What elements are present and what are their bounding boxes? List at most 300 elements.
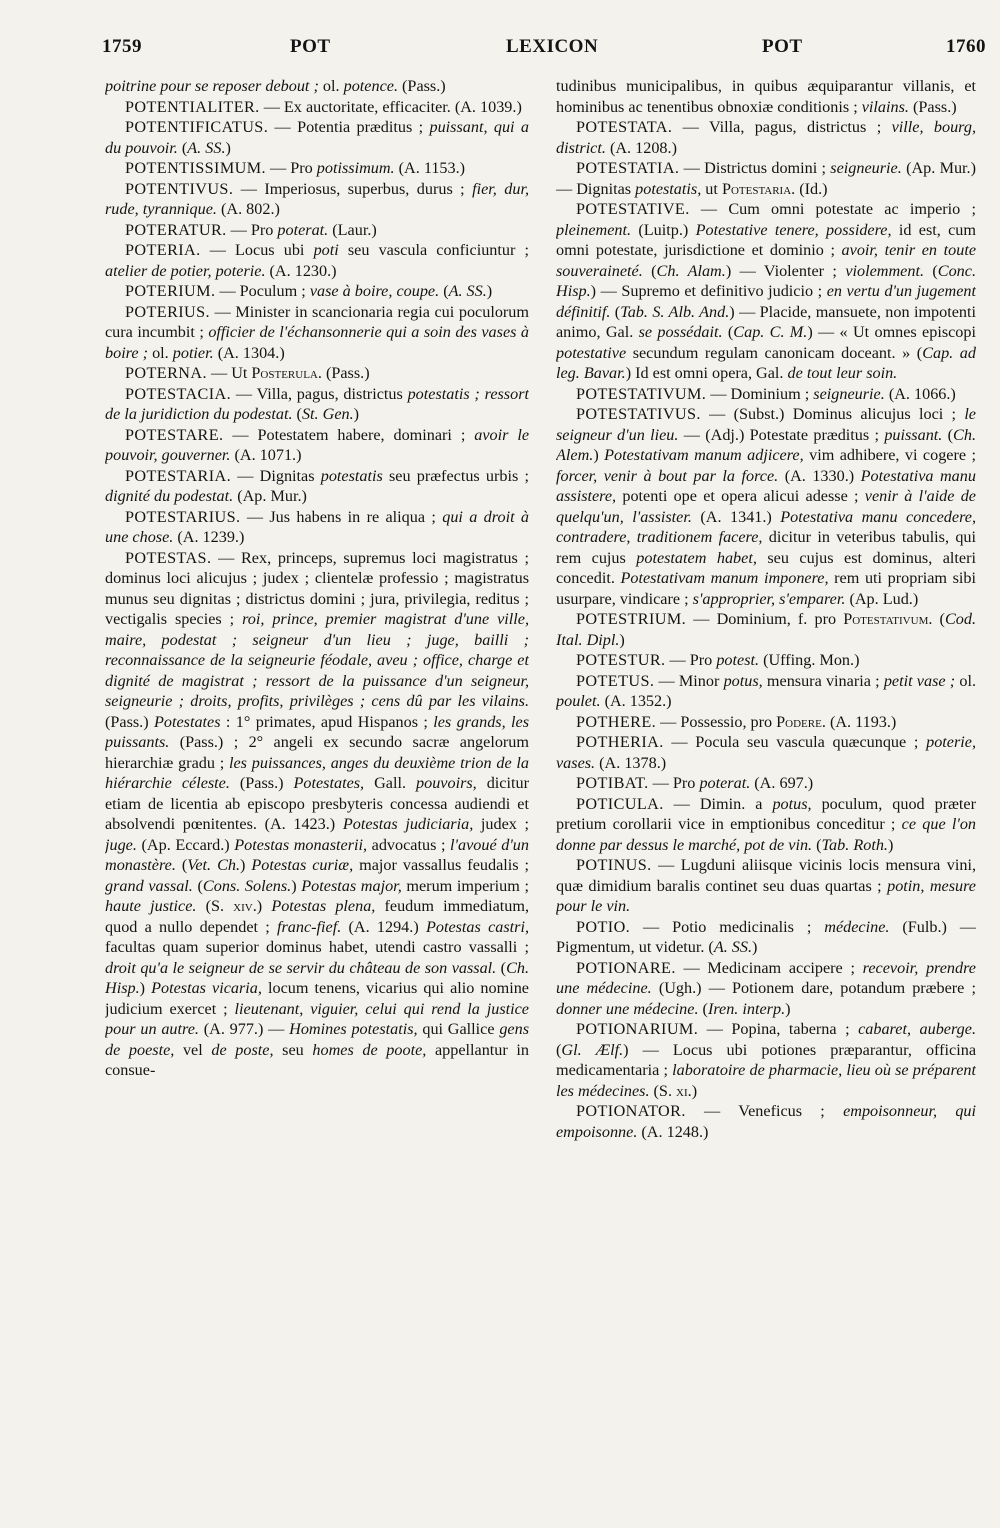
entry-text: ) — Violenter ; [725,261,846,280]
dictionary-entry [105,363,529,384]
entry-headword: POTENTIALITER. [125,97,260,116]
entry-translation: potier. [172,343,214,362]
entry-text: seu vascula conficiuntur ; [338,241,529,259]
entry-headword: POTIBAT. [576,774,649,792]
entry-translation: Iren. interp. [707,999,786,1018]
entry-text: mensura vinaria ; [762,671,884,690]
entry-text: — Villa, pagus, districtus ; [672,118,892,136]
entry-text: (A. 1330.) [778,466,861,485]
entry-translation: gens de poeste, [105,1020,529,1059]
entry-text: (Fulb.) — Pigmentum, ut videtur. ( [556,917,976,956]
entry-translation: le seigneur d'un lieu. [556,405,976,444]
entry-translation: Tab. Roth. [821,835,888,854]
entry-text: ( [610,302,621,321]
entry-text: ( [642,261,657,280]
running-head-center: LEXICON [506,36,599,57]
entry-translation: Cap. ad leg. Bavar. [556,343,976,382]
dictionary-entry [105,302,529,364]
entry-translation: violemment. [845,261,924,280]
entry-text: (A. 1352.) [600,692,672,710]
entry-headword: POTHERE. [576,712,657,731]
entry-translation: recevoir, prendre une médecine. [556,958,976,997]
entry-translation: avoir, tenir en toute souveraineté. [556,241,976,280]
entry-translation: potissimum. [316,159,395,177]
entry-headword: POTICULA. [576,794,664,813]
entry-translation: en vertu d'un jugement définitif. [556,282,976,321]
entry-text: — Pro [648,774,700,792]
entry-text: (A. 1153.) [394,159,466,177]
dictionary-entry [556,855,976,917]
entry-text: ( [722,323,734,341]
entry-translation: St. Gen. [301,405,354,423]
entry-text: (A. 1341.) [691,507,781,526]
entry-translation: Ch. Alam. [656,261,726,280]
entry-text: (S. [196,897,234,915]
entry-text: — Pro [265,159,317,177]
running-head-right: POT [762,36,803,57]
entry-headword: POTESTARE. [125,425,224,444]
entry-translation: potestatis [320,466,383,485]
entry-translation: A. SS. [713,938,753,956]
dictionary-entry [105,179,529,220]
entry-text: — Potio medicinalis ; [630,917,825,936]
dictionary-entry [105,425,529,466]
entry-headword: POTENTISSIMUM. [125,159,266,177]
entry-text: ( [292,405,302,423]
entry-text: — Pro [226,220,278,239]
dictionary-entry [105,384,529,425]
entry-translation: Potestativam manum adjicere, [604,446,804,464]
entry-translation: potestative [556,343,627,362]
entry-text: ( [175,856,188,874]
entry-text: (Pass.) ; 2° angeli ex secundo sacræ angelorum hierarchiæ gradu ; [105,733,529,772]
entry-headword: POTINUS. [576,856,652,874]
entry-translation: l'avoué d'un monastère. [105,835,529,874]
entry-text: major vassallus feudalis ; [353,856,529,874]
entry-text: potenti ope et opera alicui adesse ; [616,487,865,505]
entry-text: — Possessio, pro [656,712,777,731]
entry-text: (Id.) [795,179,828,198]
entry-cross-reference: xi [676,1081,688,1100]
entry-text: — Medicinam accipere ; [675,958,863,977]
dictionary-entry [105,466,529,507]
entry-translation: poulet. [556,692,601,710]
entry-text: (A. 1248.) [637,1122,709,1141]
entry-text: — Pro [665,651,717,669]
entry-text: seu [273,1040,313,1059]
dictionary-entry [105,548,529,1081]
entry-text: (A. 977.) — [198,1020,290,1038]
entry-translation: Potestas monasterii, [234,835,368,854]
entry-translation: seigneurie. [813,384,885,403]
entry-text: — Ex auctoritate, efficaciter. (A. 1039.) [259,97,522,116]
page-header [0,36,1000,70]
entry-translation: dignité du podestat. [105,487,234,505]
entry-translation: ce que l'on donne par dessus le marché, pot de vin. [556,815,976,854]
entry-text: secundum regulam canonicam doceant. » ( [626,343,923,362]
entry-headword: POTESTARIUS. [125,507,241,526]
entry-translation: vilains. [861,97,909,116]
entry-headword: POTERATUR. [125,220,227,239]
entry-text: (Pass.) [321,364,370,382]
entry-translation: Potestates [154,712,221,731]
entry-headword: POTIONATOR. [576,1102,686,1120]
entry-text: ) [225,138,231,157]
entry-text: ) [887,835,894,854]
entry-text: (Laur.) [328,220,377,239]
entry-text: poculum, quod præter pretium corollarii vice in emptionibus conceditur ; [556,794,976,833]
entry-text: — Pocula seu vascula quæcunque ; [663,733,927,751]
entry-text: — Dominium ; [706,384,814,403]
entry-text: dicitur in veteribus tabulis, qui rem cujus [556,528,976,567]
entry-text: ( [556,1040,562,1059]
dictionary-entry [105,97,529,118]
dictionary-entry [556,732,976,773]
entry-text: ) — « Ut omnes episcopi [807,323,976,341]
entry-text: .) [687,1081,698,1100]
entry-text: — Imperiosus, superbus, durus ; [233,179,473,198]
entry-translation: potus, [772,794,812,813]
dictionary-entry [556,671,976,712]
entry-text: ol. [148,343,173,362]
entry-headword: POTIONARE. [576,958,676,977]
entry-headword: POTESTATA. [576,118,673,136]
entry-translation: forcer, venir à bout par la force. [556,466,779,485]
dictionary-entry [105,507,529,548]
entry-text: — Locus ubi [200,241,314,259]
entry-translation: ville, bourg, district. [556,118,976,157]
entry-text: (Ap. Mur.) [233,487,307,505]
entry-text: .) [252,897,272,915]
entry-translation: Potestas judiciaria, [342,815,474,833]
entry-translation: juge. [105,835,137,854]
entry-headword: POTESTATIA. [576,159,680,177]
entry-translation: seigneurie. [830,159,902,177]
entry-headword: POTESTAS. [125,548,212,567]
dictionary-entry [556,199,976,384]
entry-headword: POTERIUM. [125,282,216,300]
entry-translation: potus, [723,671,763,690]
entry-text: ( [698,999,708,1018]
entry-translation: Potestas major, [301,876,402,895]
entry-text: ( [924,261,938,280]
entry-text: (A. 697.) [750,774,814,792]
entry-headword: POTESTACIA. [125,384,232,403]
entry-headword: POTESTATIVUS. [576,405,701,423]
entry-translation: médecine. [824,917,890,936]
entry-text: ) [619,630,625,649]
entry-translation: Cons. Solens. [202,876,292,895]
entry-translation: pleinement. [556,220,632,239]
entry-text: (Uffing. Mon.) [759,651,860,669]
entry-translation: donner une médecine. [556,999,699,1018]
entry-translation: Ch. Alem. [556,425,976,464]
entry-translation: A. SS. [187,138,226,157]
entry-text: — Minor [654,671,724,690]
dictionary-entry [556,1019,976,1101]
entry-translation: franc-fief. [276,917,342,936]
entry-translation: haute justice. [105,897,197,915]
entry-translation: Potestas castri, [425,917,529,936]
entry-text: — Popina, taberna ; [698,1020,859,1038]
entry-text: (A. 1071.) [230,446,302,464]
entry-headword: POTENTIVUS. [125,179,234,198]
dictionary-entry [556,384,976,405]
entry-text: — Jus habens in re aliqua ; [240,507,443,526]
entry-translation: Potestas plena, [271,897,376,915]
entry-text: id est, cum omni potestate, jurisdictione et dominio ; [556,220,976,259]
entry-headword: POTETUS. [576,671,655,690]
entry-text: ( [932,610,945,628]
entry-text: ( [942,425,954,444]
entry-translation: de tout leur soin. [787,364,898,382]
entry-translation: A. SS. [448,282,487,300]
entry-translation: Conc. Hisp. [556,261,976,300]
entry-headword: POTERIA. [125,241,201,259]
entry-text: vim adhibere, vi cogere ; [803,446,976,464]
entry-text: — Dominium, f. pro [686,610,844,628]
entry-translation: se possédait. [638,323,723,341]
entry-text: (A. 1208.) [605,138,677,157]
entry-translation: poti [313,241,339,259]
entry-text: (Ap. Lud.) [845,589,919,608]
entry-cross-reference: Posterula. [251,364,322,382]
entry-translation: Potestativam manum imponere, [620,569,829,587]
entry-text: (Luitp.) [631,220,696,239]
entry-text: ( [496,958,507,977]
entry-text: (A. 1193.) [825,712,897,731]
entry-translation: poterat. [699,774,751,792]
entry-text: ( [439,282,449,300]
entry-translation: fier, dur, rude, tyrannique. [105,179,529,218]
entry-text: — (Subst.) Dominus alicujus loci ; [700,405,965,423]
entry-text: — Potentia præditus ; [268,118,430,136]
entry-headword: POTERNA. [125,364,207,382]
dictionary-entry [556,958,976,1020]
entry-text: (Ap. Mur.) — Dignitas [556,159,976,198]
entry-text: (Pass.) [105,712,154,731]
entry-translation: atelier de potier, poterie. [105,261,266,280]
entry-text: (Ugh.) — Potionem dare, potandum præbere ; [651,979,976,997]
entry-translation: les puissances, anges du deuxième trion de la hiérarchie céleste. [105,753,529,792]
entry-text: ol. [955,671,976,690]
entry-text: judex ; [473,815,529,833]
entry-text: appellantur in consue- [105,1040,529,1079]
entry-translation: Ch. Hisp. [105,958,529,997]
entry-headword: POTHERIA. [576,733,664,751]
dictionary-entry [556,158,976,199]
entry-translation: Vet. Ch. [187,856,241,874]
entry-translation: droit qu'a le seigneur de se servir du château de son vassal. [105,958,497,977]
entry-text: — Potestatem habere, dominari ; [223,425,475,444]
entry-cross-reference: xiv [233,897,253,915]
entry-translation: petit vase ; [883,671,956,690]
entry-text: vel [174,1040,212,1059]
entry-text: (S. [649,1081,677,1100]
entry-translation: potence. [343,77,398,95]
entry-text: dicitur etiam de licentia ab episcopo presbyteris concessa audiendi et absolvendi pœnitentes. (A. 1423.) [105,774,529,833]
entry-translation: potin, mesure pour le vin. [556,876,976,915]
entry-translation: poterie, vases. [556,733,976,772]
entry-headword: POTESTRIUM. [576,610,687,628]
entry-translation: Potestates, [293,774,365,792]
entry-text: merum imperium ; [401,876,529,895]
dictionary-entry [556,917,976,958]
entry-text: ) [139,979,152,997]
entry-translation: Potestas curiæ, [251,856,354,874]
dictionary-entry [105,76,529,97]
entry-text: (A. 1304.) [213,343,285,362]
entry-translation: Gl. Ælf. [561,1040,624,1059]
entry-text: ) [593,446,605,464]
entry-translation: Cap. C. M. [733,323,808,341]
entry-translation: de poste, [211,1040,274,1059]
entry-text: ) [240,856,252,874]
entry-headword: POTENTIFICATUS. [125,118,269,136]
entry-text: ) [291,876,302,895]
entry-cross-reference: Podere. [776,712,826,731]
entry-translation: qui a droit à une chose. [105,507,529,546]
dictionary-entry [105,158,529,179]
dictionary-entry [556,773,976,794]
entry-text: (A. 1239.) [173,528,245,546]
entry-text: — Lugduni aliisque vicinis locis mensura vini, quæ dimidium baralis continet seu duas quartas ; [556,856,976,895]
entry-translation: roi, prince, premier magistrat d'une ville, maire, podestat ; seigneur d'un lieu ; juge, bailli ; reconnaissance de la seigneurie féodale, aveu ; office, charge et dignité de magistrat ; ressort de la puissance d'un seigneur, seigneurie ; droits, profits, privilèges ; cens dû par les vilains. [105,610,529,710]
entry-text: ) [353,405,360,423]
entry-text: (A. 1230.) [265,261,337,280]
dictionary-entry [105,281,529,302]
entry-translation: puissant. [884,425,943,444]
entry-text: feudum immediatum, quod a nullo dependet ; [105,897,529,936]
dictionary-entry [556,712,976,733]
entry-text: ( [812,835,822,854]
entry-text: rem uti propriam sibi usurpare, vindicare ; [556,569,976,608]
entry-translation: empoisonneur, qui empoisonne. [556,1102,976,1141]
entry-text: — Dignitas [231,466,321,485]
entry-translation: poterat. [277,220,329,239]
entry-translation: Tab. S. Alb. And. [620,302,730,321]
entry-headword: POTIONARIUM. [576,1020,699,1038]
entry-text: — Rex, princeps, supremus loci magistratus ; dominus loci alicujus ; judex ; clientelæ professio ; magistratus munus seu dignitas ; districtus domini ; jura, privilegia, reditus ; vectigalis species ; [105,548,529,628]
entry-text: ) [785,999,791,1018]
entry-text: — (Adj.) Potestate præditus ; [678,425,885,444]
entry-headword: POTESTARIA. [125,466,232,485]
entry-text: (A. 1066.) [884,384,956,403]
entry-translation: Potestative tenere, possidere, [695,220,892,239]
entry-text: — Poculum ; [215,282,310,300]
entry-text: — Villa, pagus, districtus [231,384,408,403]
entry-text: seu cujus est dominus, alteri concedit. [556,548,976,587]
entry-headword: POTERIUS. [125,302,210,321]
entry-text: qui Gallice [417,1020,500,1038]
entry-translation: Potestativa manu concedere, contradere, traditionem facere, [556,507,976,546]
entry-headword: POTESTUR. [576,651,666,669]
entry-translation: vase à boire, coupe. [309,282,440,300]
entry-text: ( [192,876,203,895]
entry-translation: homes de poote, [312,1040,427,1059]
entry-headword: POTIO. [576,917,631,936]
dictionary-entry [105,220,529,241]
dictionary-entry [556,609,976,650]
entry-text: (Pass.) [398,77,446,95]
entry-translation: les grands, les puissants. [105,712,529,751]
entry-translation: laboratoire de pharmacie, lieu où se préparent les médecines. [556,1061,976,1100]
entry-translation: lieutenant, viguier, celui qui rend la justice pour un autre. [105,999,529,1038]
entry-text: ) [752,938,758,956]
entry-text: tudinibus municipalibus, in quibus æquiparantur villanis, et hominibus ac tenentibus obnoxiæ conditionis ; [556,77,976,116]
entry-text: : 1° primates, apud Hispanos ; [220,712,434,731]
entry-text: (A. 802.) [216,200,280,218]
entry-text: ( [177,138,188,157]
entry-cross-reference: Potestaria. [721,179,796,198]
entry-translation: potestatis, [635,179,702,198]
entry-text: — Minister in scancionaria regia cui poculorum cura incumbit ; [105,302,529,341]
entry-text: advocatus ; [367,835,451,854]
dictionary-entry [556,404,976,609]
entry-text: — Dimin. a [663,794,773,813]
entry-text: ) Id est omni opera, Gal. [625,364,788,382]
entry-text: (A. 1294.) [341,917,426,936]
entry-translation: avoir le pouvoir, gouverner. [105,425,529,464]
entry-headword: POTESTATIVUM. [576,384,707,403]
dictionary-entry [105,117,529,158]
entry-translation: potest. [716,651,760,669]
dictionary-entry [556,76,976,117]
entry-text: ) — Supremo et definitivo judicio ; [590,282,827,300]
entry-text: (A. 1378.) [595,753,667,772]
entry-translation: pouvoirs, [416,774,477,792]
entry-translation: s'approprier, s'emparer. [692,589,846,608]
dictionary-entry [556,117,976,158]
entry-text: — Ut [206,364,252,382]
entry-translation: Potestas vicaria, [151,979,262,997]
running-head-left: POT [290,36,331,57]
entry-text: (Ap. Eccard.) [136,835,235,854]
entry-text: seu præfectus urbis ; [382,466,529,485]
entry-text: ) [486,282,493,300]
entry-cross-reference: Potestativum. [843,610,933,628]
entry-text: — Veneficus ; [685,1102,844,1120]
page-number-left: 1759 [102,36,142,57]
entry-translation: potestatem habet, [636,548,757,567]
entry-translation: cabaret, auberge. [858,1020,976,1038]
entry-translation: venir à l'aide de quelqu'un, l'assister. [556,487,976,526]
entry-translation: Potestativa manu assistere, [556,466,976,505]
left-column [105,76,529,1506]
entry-translation: Homines potestatis, [289,1020,418,1038]
dictionary-entry [556,794,976,856]
entry-text: locum tenens, vicarius qui alio nomine judicium exercet ; [105,979,529,1018]
entry-text: (Pass.) [229,774,294,792]
entry-text: ) — Locus ubi potiones præparantur, officina medicamentaria ; [556,1040,976,1079]
right-column [556,76,976,1506]
entry-text: — Districtus domini ; [679,159,831,177]
dictionary-entry [556,650,976,671]
entry-translation: poitrine pour se reposer debout ; [105,77,319,95]
page-number-right: 1760 [946,36,986,57]
entry-translation: grand vassal. [105,876,193,895]
entry-text: (Pass.) [908,97,957,116]
entry-text: ut [701,179,722,198]
entry-translation: officier de l'échansonnerie qui a soin des vases à boire ; [105,323,529,362]
entry-headword: POTESTATIVE. [576,200,690,218]
entry-translation: potestatis ; ressort de la juridiction du podestat. [105,384,529,423]
entry-text: ol. [318,77,344,95]
dictionary-entry [556,1101,976,1142]
entry-text: facultas quam superior dominus habet, utendi castro vassalli ; [105,938,529,956]
entry-translation: puissant, qui a du pouvoir. [105,118,529,157]
entry-text: — Cum omni potestate ac imperio ; [689,200,976,218]
